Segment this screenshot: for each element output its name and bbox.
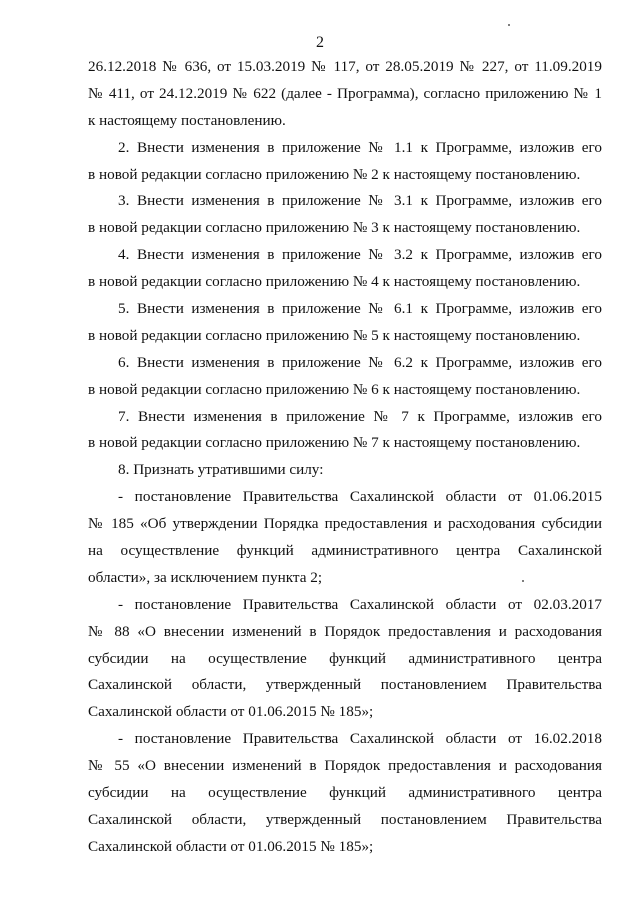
text-line: субсидии на осуществление функций административного центра [88, 649, 602, 667]
text-line: области», за исключением пункта 2; [88, 568, 323, 586]
text-line: в новой редакции согласно приложению № 6 к настоящему постановлению. [88, 380, 581, 398]
text-line: субсидии на осуществление функций административного центра [88, 784, 602, 802]
text-line: 7. Внести изменения в приложение № 7 к Программе, изложив его [118, 407, 602, 425]
text-line: - постановление Правительства Сахалинской области от 02.03.2017 [118, 595, 602, 613]
text-line: 6. Внести изменения в приложение № 6.2 к Программе, изложив его [118, 353, 602, 371]
text-line: в новой редакции согласно приложению № 3 к настоящему постановлению. [88, 219, 581, 237]
page-number: 2 [316, 34, 324, 51]
text-line: 3. Внести изменения в приложение № 3.1 к Программе, изложив его [118, 192, 602, 210]
text-line: в новой редакции согласно приложению № 7 к настоящему постановлению. [88, 434, 581, 452]
text-line: в новой редакции согласно приложению № 2 к настоящему постановлению. [88, 165, 581, 183]
text-line: Сахалинской области от 01.06.2015 № 185»; [88, 837, 374, 855]
scan-speck [522, 580, 524, 582]
text-line: - постановление Правительства Сахалинской области от 16.02.2018 [118, 730, 602, 748]
text-line: № 411, от 24.12.2019 № 622 (далее - Программа), согласно приложению № 1 [88, 84, 602, 102]
text-line: 5. Внести изменения в приложение № 6.1 к Программе, изложив его [118, 300, 602, 318]
text-line: № 55 «О внесении изменений в Порядок предоставления и расходования [88, 757, 602, 775]
text-line: - постановление Правительства Сахалинской области от 01.06.2015 [118, 488, 602, 506]
text-line: Сахалинской области, утвержденный постановлением Правительства [88, 676, 602, 694]
text-line: в новой редакции согласно приложению № 5 к настоящему постановлению. [88, 326, 581, 344]
text-line: Сахалинской области, утвержденный постановлением Правительства [88, 810, 602, 828]
scan-speck [508, 24, 510, 26]
text-line: № 185 «Об утверждении Порядка предоставления и расходования субсидии [88, 515, 602, 533]
text-line: на осуществление функций административного центра Сахалинской [88, 542, 602, 560]
text-line: в новой редакции согласно приложению № 4 к настоящему постановлению. [88, 273, 581, 291]
text-line: 26.12.2018 № 636, от 15.03.2019 № 117, от 28.05.2019 № 227, от 11.09.2019 [88, 58, 602, 75]
text-line: 8. Признать утратившими силу: [118, 461, 324, 479]
text-line: Сахалинской области от 01.06.2015 № 185»; [88, 703, 374, 721]
document-body [88, 54, 602, 861]
text-line: № 88 «О внесении изменений в Порядок предоставления и расходования [88, 622, 602, 640]
text-line: 2. Внести изменения в приложение № 1.1 к Программе, изложив его [118, 138, 602, 156]
text-line: 4. Внести изменения в приложение № 3.2 к Программе, изложив его [118, 246, 602, 264]
text-line: к настоящему постановлению. [88, 111, 286, 129]
